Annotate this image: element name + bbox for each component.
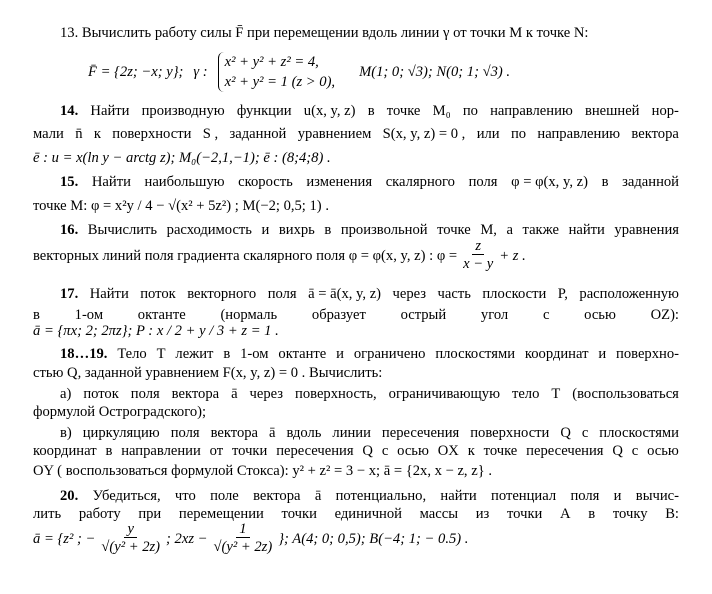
p20-pre: ā = {z² ; − — [33, 530, 96, 547]
word: а — [506, 222, 513, 238]
word: 17. — [60, 286, 79, 302]
word: октанте — [278, 346, 327, 362]
word: Найти — [90, 103, 130, 119]
word: A — [560, 506, 571, 522]
word: S(x, y, z) = 0 , — [382, 126, 466, 142]
word: ограничивающую — [388, 386, 500, 402]
word: произвольной — [340, 222, 428, 238]
word: ā — [231, 386, 238, 402]
word: направлению — [490, 103, 573, 119]
word: с — [542, 307, 550, 323]
word: u(x, y, z) — [303, 103, 356, 119]
word: осью — [397, 443, 429, 459]
p13-points: M(1; 0; √3); N(0; 1; √3) . — [359, 64, 511, 80]
word: лежит — [175, 346, 214, 362]
word: поля — [170, 425, 200, 441]
word: точке — [437, 222, 471, 238]
word: в — [367, 103, 375, 119]
word: осью — [584, 307, 616, 323]
word: T — [551, 386, 561, 402]
p15-line2: точке M: φ = x²y / 4 − √(x² + 5z²) ; M(−2; 0,5; 1) . — [33, 198, 329, 214]
p16-den: x − y — [463, 256, 494, 272]
word: векторного — [187, 286, 257, 302]
word: по — [510, 126, 527, 142]
word: потенциально, — [335, 488, 427, 504]
word: вдоль — [286, 425, 322, 441]
word: в) — [60, 425, 72, 441]
word: тело — [511, 386, 540, 402]
word: Q — [362, 443, 373, 459]
word: октанте — [137, 307, 186, 323]
word: Q — [612, 443, 623, 459]
p16-line1 — [60, 221, 679, 239]
word: с — [581, 425, 589, 441]
p18-line2: стью Q, заданной уравнением F(x, y, z) = 0 . Вычислить: — [33, 365, 383, 381]
word: а) — [60, 386, 72, 402]
p20-mid: ; 2xz − — [166, 530, 208, 547]
word: наибольшую — [144, 174, 225, 190]
word: 20. — [60, 488, 79, 504]
word: ā = ā(x, y, z) — [308, 286, 382, 302]
word: и — [336, 346, 344, 362]
word: к — [467, 443, 475, 459]
word: n̄ — [75, 126, 83, 142]
word: в — [601, 174, 609, 190]
word: найти — [568, 222, 605, 238]
word: Q — [560, 425, 571, 441]
word: Найти — [91, 174, 131, 190]
p20-formula — [33, 521, 468, 556]
word: точки — [507, 506, 543, 522]
word: единичной — [334, 506, 402, 522]
word: ā — [314, 488, 322, 504]
p17-line1 — [60, 285, 679, 303]
word: по — [462, 103, 478, 119]
p20-fraction1 — [98, 521, 163, 556]
p18-b-line2 — [33, 442, 679, 460]
word: что — [174, 488, 196, 504]
word: в — [588, 506, 596, 522]
word: поля — [130, 386, 160, 402]
word: перемещении — [178, 506, 264, 522]
word: (воспользоваться — [572, 386, 679, 402]
word: из — [475, 506, 490, 522]
word: (нормаль — [220, 307, 278, 323]
word: также — [522, 222, 560, 238]
p16-num: z — [472, 238, 484, 255]
word: скалярного — [385, 174, 455, 190]
word: в — [223, 346, 231, 362]
word: 15. — [60, 174, 79, 190]
p18-line1 — [60, 345, 679, 363]
word: Тело — [117, 346, 147, 362]
word: точки — [281, 506, 317, 522]
word: острый — [400, 307, 447, 323]
p18-b-line1 — [60, 424, 679, 442]
word: при — [138, 506, 162, 522]
word: через — [249, 386, 284, 402]
p17-line3: ā = {πx; 2; 2πz}; P : x / 2 + y / 3 + z = 1 . — [33, 323, 279, 339]
word: мали — [33, 126, 64, 142]
word: массы — [419, 506, 459, 522]
word: внешней — [584, 103, 640, 119]
p14-line2 — [33, 125, 679, 143]
word: нор- — [651, 103, 679, 119]
word: от — [209, 443, 224, 459]
word: заданной — [622, 174, 679, 190]
word: через — [392, 286, 427, 302]
p20-num2: 1 — [236, 521, 249, 538]
word: потенциал — [491, 488, 557, 504]
word: поверхности — [112, 126, 192, 142]
word: скорость — [238, 174, 293, 190]
word: поле — [210, 488, 239, 504]
word: 18…19. — [60, 346, 108, 362]
word: с — [631, 443, 639, 459]
word: точке — [386, 103, 421, 119]
word: ā — [268, 425, 276, 441]
word: T — [156, 346, 166, 362]
p14-line1 — [60, 102, 679, 120]
p20-line1 — [60, 487, 679, 505]
word: или — [476, 126, 500, 142]
word: поток — [83, 386, 119, 402]
word: плоскостями — [599, 425, 679, 441]
word: точку — [612, 506, 648, 522]
p13-line1: 13. Вычислить работу силы F̄ при перемещении вдоль линии γ от точки M к точке N: — [60, 25, 589, 41]
word: вектора — [210, 425, 259, 441]
word: расположенную — [579, 286, 679, 302]
word: 1-ом — [240, 346, 269, 362]
p16-tail: + z . — [499, 247, 526, 264]
word: вихрь — [278, 222, 315, 238]
word: работу — [78, 506, 121, 522]
word: линии — [332, 425, 371, 441]
word: и — [598, 346, 607, 362]
word: заданной — [229, 126, 287, 142]
p18-a-line2: формулой Остроградского); — [33, 404, 207, 420]
word: OX — [437, 443, 459, 459]
word: OZ): — [650, 307, 679, 323]
word: уравнением — [297, 126, 372, 142]
word: вектора — [171, 386, 220, 402]
word: ограничено — [353, 346, 426, 362]
p13-formula — [88, 52, 510, 92]
word: и — [613, 488, 622, 504]
word: 1-ом — [74, 307, 104, 323]
p20-den1: √(y² + 2z) — [101, 539, 161, 555]
word: P, — [557, 286, 568, 302]
word: образует — [311, 307, 366, 323]
word: к — [93, 126, 101, 142]
word: вектора — [631, 126, 679, 142]
word: пересечения — [276, 443, 354, 459]
word: найти — [440, 488, 477, 504]
p16-line2 — [33, 238, 526, 273]
word: координат — [33, 443, 97, 459]
word: 16. — [60, 222, 79, 238]
word: уравнения — [614, 222, 679, 238]
word: поверхность, — [295, 386, 377, 402]
word: поля — [570, 488, 600, 504]
word: направлении — [121, 443, 201, 459]
word: в — [33, 307, 40, 323]
word: S , — [202, 126, 219, 142]
p15-line1 — [60, 173, 679, 191]
word: направлению — [537, 126, 621, 142]
p16-text: векторных линий поля градиента скалярного поля φ = φ(x, y, z) : φ = — [33, 247, 458, 264]
p20-num1: y — [124, 521, 136, 538]
word: угол — [480, 307, 509, 323]
word: Вычислить — [87, 222, 158, 238]
word: пересечения — [526, 443, 604, 459]
word: плоскостями — [435, 346, 516, 362]
word: Убедиться, — [92, 488, 161, 504]
word: с — [381, 443, 389, 459]
word: точки — [231, 443, 268, 459]
word: в — [324, 222, 332, 238]
word: координат — [524, 346, 589, 362]
p13-force: F̄ = {2z; −x; y}; — [88, 64, 184, 80]
word: пересечения — [381, 425, 460, 441]
p20-den2: √(y² + 2z) — [213, 539, 273, 555]
p20-post: }; A(4; 0; 0,5); B(−4; 1; − 0.5) . — [278, 530, 469, 547]
word: поля — [267, 286, 297, 302]
p13-eq1: x² + y² + z² = 4, — [224, 54, 319, 70]
word: вычис- — [635, 488, 679, 504]
p20-fraction2 — [211, 521, 276, 556]
word: плоскости — [482, 286, 547, 302]
p13-system — [218, 52, 335, 92]
word: поверхно- — [616, 346, 679, 362]
p14-line3: ē : u = x(ln y − arctg z); M₀(−2,1,−1); ē : (8;4;8) . — [33, 150, 331, 166]
word: M₀ — [432, 103, 451, 119]
word: осью — [647, 443, 679, 459]
word: и — [261, 222, 270, 238]
word: 14. — [60, 103, 79, 119]
word: вектора — [253, 488, 301, 504]
word: поля — [468, 174, 498, 190]
word: производную — [141, 103, 225, 119]
p16-fraction — [460, 238, 496, 273]
word: функции — [236, 103, 292, 119]
p13-gamma: γ : — [193, 64, 208, 80]
word: точке — [483, 443, 518, 459]
word: часть — [437, 286, 471, 302]
word: расходимость — [166, 222, 252, 238]
p18-a-line1 — [60, 385, 679, 403]
word: Найти — [89, 286, 129, 302]
word: лить — [33, 506, 62, 522]
word: поверхности — [470, 425, 550, 441]
p13-eq2: x² + y² = 1 (z > 0), — [224, 74, 336, 90]
word: M, — [480, 222, 497, 238]
word: φ = φ(x, y, z) — [511, 174, 588, 190]
p18-b-line3: OY ( воспользоваться формулой Стокса): y² + z² = 3 − x; ā = {2x, x − z, z} . — [33, 463, 493, 479]
word: поток — [140, 286, 176, 302]
word: изменения — [306, 174, 373, 190]
word: циркуляцию — [82, 425, 160, 441]
word: в — [105, 443, 113, 459]
word: B: — [665, 506, 679, 522]
